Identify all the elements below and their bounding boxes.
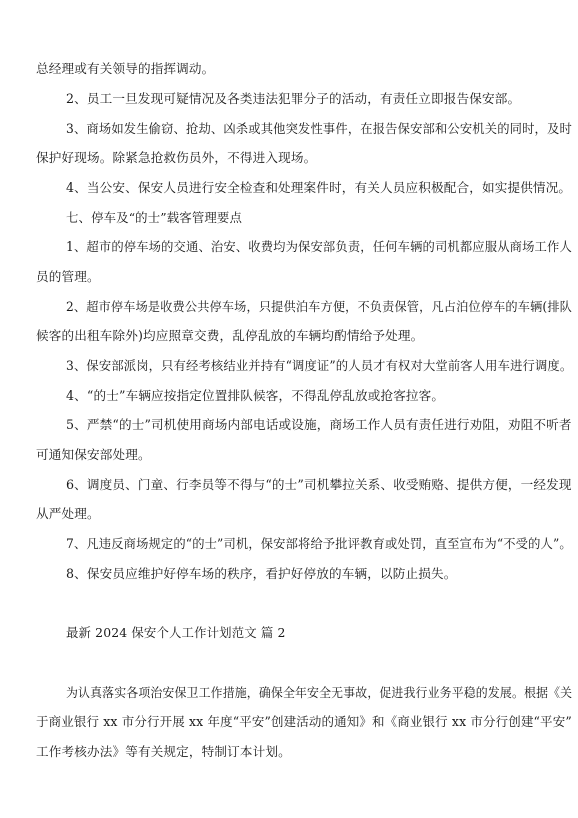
paragraph-line: 保护好现场。除紧急抢救伤员外，不得进入现场。 — [36, 150, 317, 165]
paragraph-line: 7、凡违反商场规定的“的士”司机，保安部将给予批评教育或处罚，直至宣布为“不受的人”。 — [66, 536, 572, 551]
paragraph-line: 工作考核办法》等有关规定，特制订本计划。 — [36, 744, 291, 759]
paragraph-line: 从严处理。 — [36, 506, 100, 521]
article-title: 最新 2024 保安个人工作计划范文 篇 2 — [66, 625, 286, 640]
paragraph-line: 3、保安部派岗，只有经考核结业并持有“调度证”的人员才有权对大堂前客人用车进行调度。 — [66, 358, 573, 373]
paragraph-line: 4、当公安、保安人员进行安全检查和处理案件时，有关人员应积极配合，如实提供情况。 — [66, 180, 572, 195]
paragraph-line: 员的管理。 — [36, 269, 100, 284]
paragraph-line: 于商业银行 xx 市分行开展 xx 年度“平安”创建活动的通知》和《商业银行 xx 市分行创建“平安” — [36, 714, 572, 729]
paragraph-line: 3、商场如发生偷窃、抢劫、凶杀或其他突发性事件，在报告保安部和公安机关的同时，及时 — [66, 121, 572, 136]
paragraph-line: 5、严禁“的士”司机使用商场内部电话或设施，商场工作人员有责任进行劝阻，劝阻不听者 — [66, 417, 572, 432]
section-heading: 七、停车及“的士”载客管理要点 — [66, 210, 242, 225]
paragraph-line: 2、员工一旦发现可疑情况及各类违法犯罪分子的活动，有责任立即报告保安部。 — [66, 91, 521, 106]
paragraph-line: 总经理或有关领导的指挥调动。 — [36, 61, 215, 76]
paragraph-line: 为认真落实各项治安保卫工作措施，确保全年安全无事故，促进我行业务平稳的发展。根据《关 — [66, 685, 573, 700]
paragraph-line: 2、超市停车场是收费公共停车场，只提供泊车方便，不负责保管，凡占泊位停车的车辆(排队 — [66, 299, 572, 314]
paragraph-line: 6、调度员、门童、行李员等不得与“的士”司机攀拉关系、收受贿赂、提供方便，一经发现 — [66, 477, 572, 492]
paragraph-line: 1、超市的停车场的交通、治安、收费均为保安部负责，任何车辆的司机都应服从商场工作人 — [66, 239, 572, 254]
paragraph-line: 候客的出租车除外)均应照章交费，乱停乱放的车辆均酌情给予处理。 — [36, 328, 424, 343]
paragraph-line: 8、保安员应维护好停车场的秩序，看护好停放的车辆，以防止损失。 — [66, 566, 457, 581]
paragraph-line: 4、“的士”车辆应按指定位置排队候客，不得乱停乱放或抢客拉客。 — [66, 388, 445, 403]
paragraph-line: 可通知保安部处理。 — [36, 447, 151, 462]
